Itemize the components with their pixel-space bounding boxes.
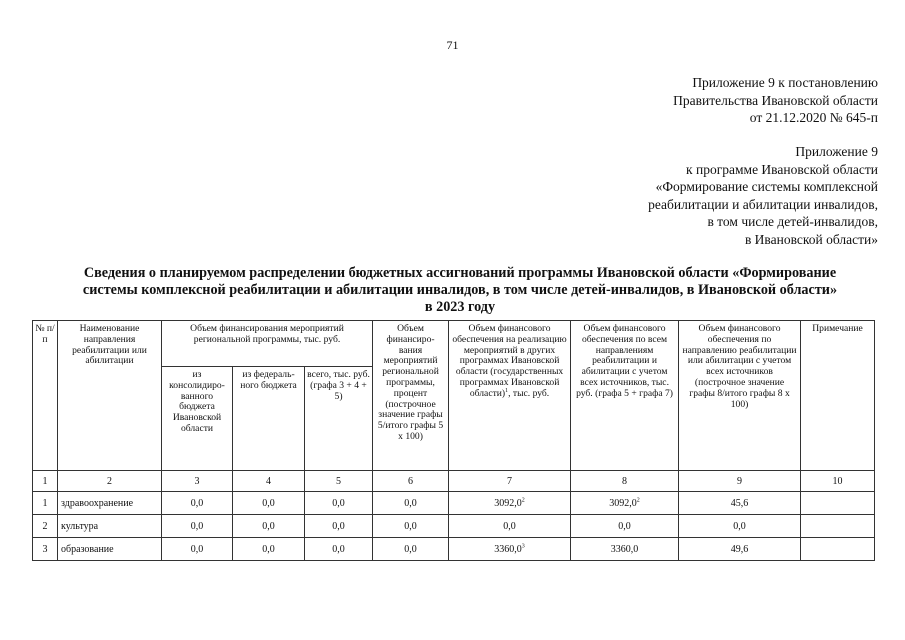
header-col-all-sources: Объем финансового обеспечения по всем направлениям реабилитации и абилитации с учетом всех источников, тыс. руб. (графа 5 + графа 7) — [571, 321, 679, 471]
cell-percent: 0,0 — [373, 492, 449, 515]
document-title — [30, 265, 890, 316]
column-number: 4 — [233, 471, 305, 492]
appendix-resolution-header — [673, 74, 878, 127]
cell-regional: 0,0 — [162, 538, 233, 561]
cell-total: 0,0 — [305, 492, 373, 515]
cell-percent: 0,0 — [373, 515, 449, 538]
column-number: 1 — [33, 471, 58, 492]
appendix-line: Приложение 9 — [795, 144, 878, 159]
appendix-line: «Формирование системы комплексной — [655, 179, 878, 194]
header-col-regional-budget: из консолидиро-ванного бюджета Ивановской области — [162, 367, 233, 471]
appendix-line: от 21.12.2020 № 645-п — [749, 110, 878, 125]
header-group-financing: Объем финансирования мероприятий региональной программы, тыс. руб. — [162, 321, 373, 367]
cell-note — [801, 515, 875, 538]
cell-share: 49,6 — [679, 538, 801, 561]
cell-other-programs: 3092,0$^2$ — [449, 492, 571, 515]
header-col-federal-budget: из федераль-ного бюджета — [233, 367, 305, 471]
cell-regional: 0,0 — [162, 492, 233, 515]
title-line: в 2023 году — [424, 299, 496, 315]
row-number: 1 — [33, 492, 58, 515]
row-direction: здравоохранение — [58, 492, 162, 515]
column-number: 3 — [162, 471, 233, 492]
cell-percent: 0,0 — [373, 538, 449, 561]
cell-federal: 0,0 — [233, 538, 305, 561]
cell-all-sources: 3092,0$^2$ — [571, 492, 679, 515]
header-col-direction: Наименование направления реабилитации или абилитации — [58, 321, 162, 471]
row-number: 3 — [33, 538, 58, 561]
title-line: системы комплексной реабилитации и абилитации инвалидов, в том числе детей-инвалидов, в Ивановской области» — [82, 282, 838, 298]
column-number-row — [33, 471, 875, 492]
header-col-number: № п/п — [33, 321, 58, 471]
header-col-other-programs: Объем финансового обеспечения на реализацию мероприятий в других программах Ивановской области (государственных программах Ивановской области)$^1$, тыс. руб. — [449, 321, 571, 471]
cell-total: 0,0 — [305, 515, 373, 538]
cell-federal: 0,0 — [233, 492, 305, 515]
cell-other-programs: 0,0 — [449, 515, 571, 538]
header-col-percent: Объем финансиро-вания мероприятий региональной программы, процент (построчное значение графы 5/итого графы 5 х 100) — [373, 321, 449, 471]
cell-share: 0,0 — [679, 515, 801, 538]
table-row — [33, 492, 875, 515]
cell-all-sources: 0,0 — [571, 515, 679, 538]
table-row — [33, 515, 875, 538]
cell-other-programs: 3360,0$^3$ — [449, 538, 571, 561]
title-line: Сведения о планируемом распределении бюджетных ассигнований программы Ивановской области «Формирование — [83, 265, 837, 281]
column-number: 2 — [58, 471, 162, 492]
column-number: 10 — [801, 471, 875, 492]
appendix-line: к программе Ивановской области — [686, 161, 878, 177]
cell-share: 45,6 — [679, 492, 801, 515]
header-col-note: Примечание — [801, 321, 875, 471]
column-number: 7 — [449, 471, 571, 492]
appendix-line: в том числе детей-инвалидов, — [707, 214, 878, 229]
column-number: 5 — [305, 471, 373, 492]
row-number: 2 — [33, 515, 58, 538]
appendix-program-header — [648, 143, 878, 248]
appendix-line: Правительства Ивановской области — [673, 92, 878, 108]
row-direction: культура — [58, 515, 162, 538]
header-col-total: всего, тыс. руб. (графа 3 + 4 + 5) — [305, 367, 373, 471]
cell-note — [801, 538, 875, 561]
row-direction: образование — [58, 538, 162, 561]
cell-federal: 0,0 — [233, 515, 305, 538]
appendix-line: реабилитации и абилитации инвалидов, — [648, 196, 878, 212]
budget-allocation-table — [32, 320, 875, 561]
appendix-line: в Ивановской области» — [744, 231, 878, 247]
cell-regional: 0,0 — [162, 515, 233, 538]
table-row — [33, 538, 875, 561]
cell-total: 0,0 — [305, 538, 373, 561]
header-col-share: Объем финансового обеспечения по направлению реабилитации или абилитации с учетом всех источников (построчное значение графы 8/итого графы 8 х 100) — [679, 321, 801, 471]
cell-all-sources: 3360,0 — [571, 538, 679, 561]
column-number: 6 — [373, 471, 449, 492]
column-number: 9 — [679, 471, 801, 492]
page-number: 71 — [446, 38, 459, 52]
cell-note — [801, 492, 875, 515]
column-number: 8 — [571, 471, 679, 492]
appendix-line: Приложение 9 к постановлению — [692, 75, 878, 90]
